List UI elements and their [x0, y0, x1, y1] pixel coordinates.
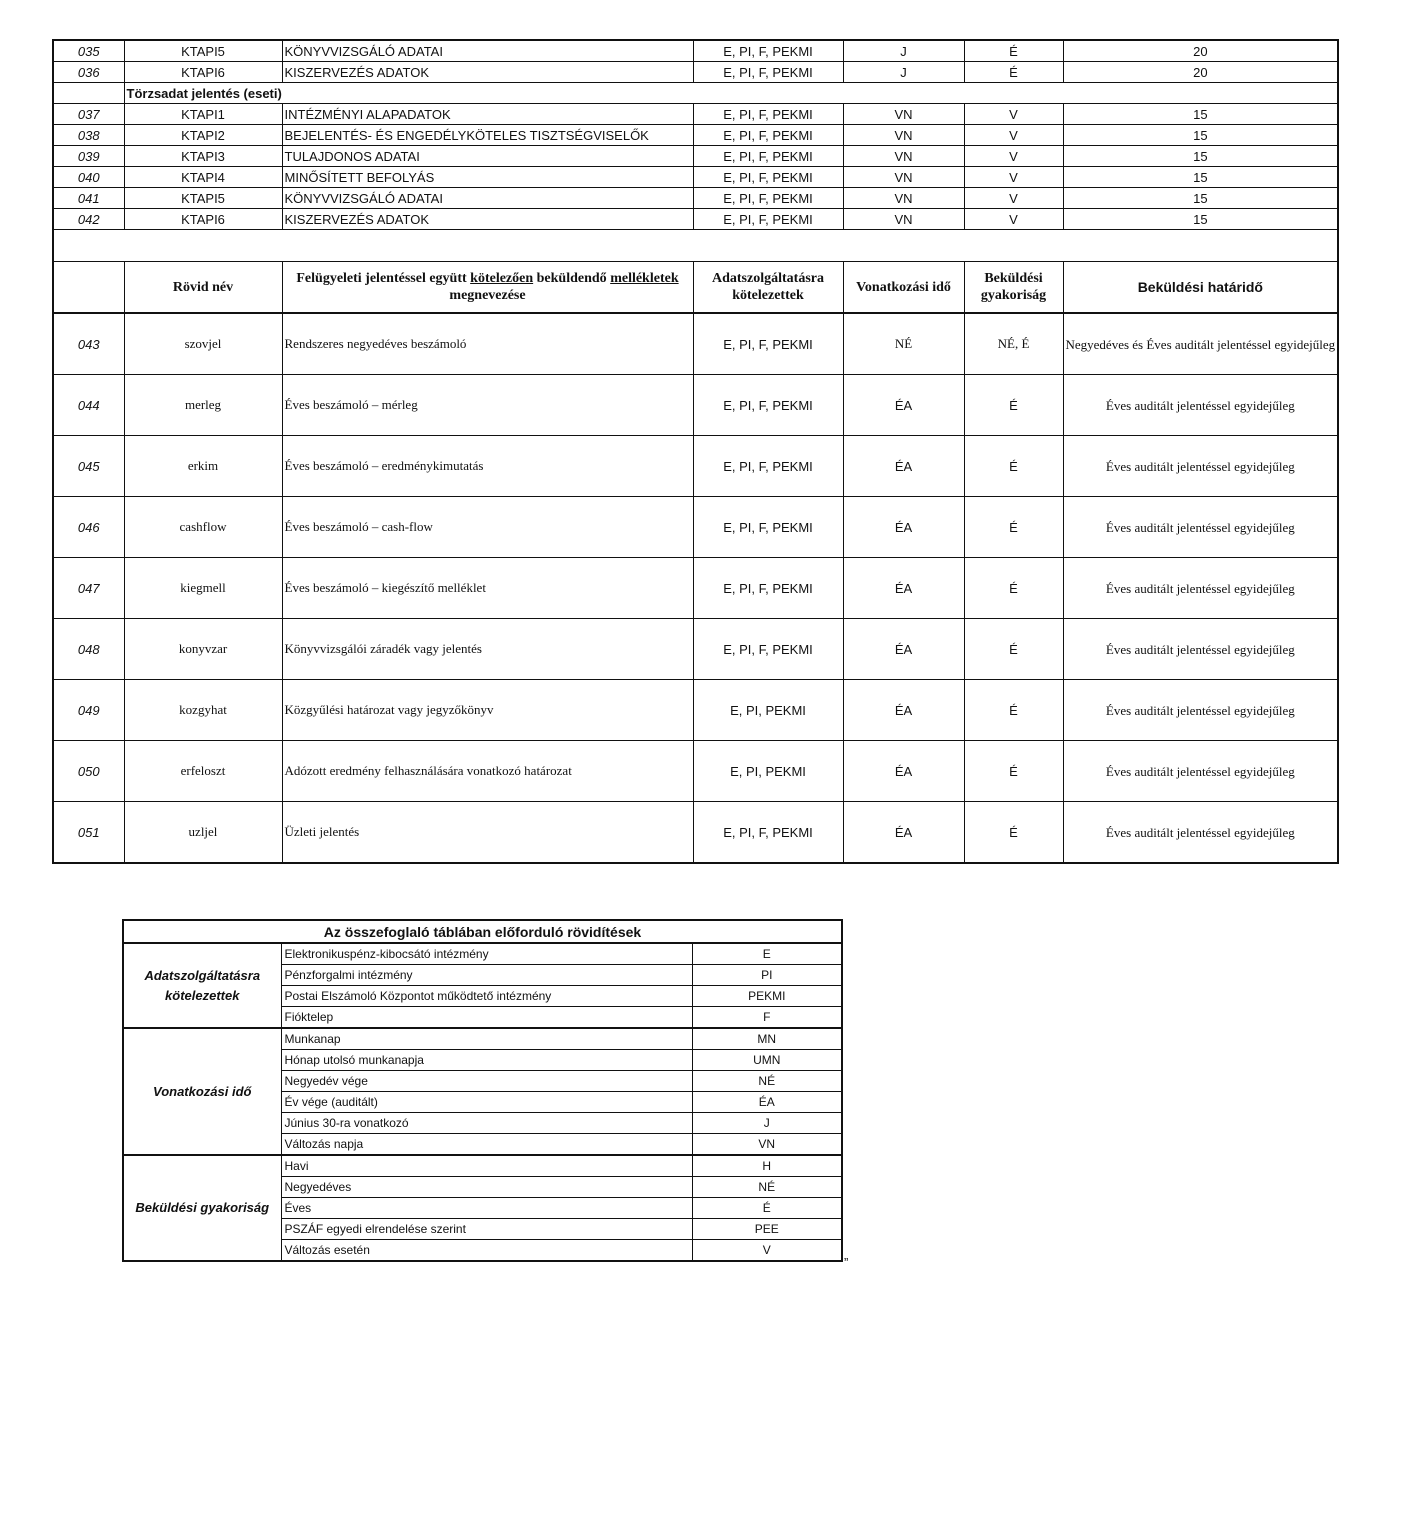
blank-row	[53, 230, 1338, 262]
attachment-name: Üzleti jelentés	[282, 802, 693, 864]
header-obliged: Adatszolgáltatásra kötelezettek	[693, 262, 843, 314]
frequency: É	[964, 680, 1063, 741]
abbreviation-code: PI	[692, 965, 842, 986]
table-row	[53, 40, 1338, 62]
reference-time: J	[843, 40, 964, 62]
abbreviation-name: Elektronikuspénz-kibocsátó intézmény	[281, 943, 692, 965]
abbreviation-name: Negyedév vége	[281, 1071, 692, 1092]
row-number: 042	[53, 209, 124, 230]
report-code: KTAPI5	[124, 188, 282, 209]
row-number: 047	[53, 558, 124, 619]
abbreviation-code: J	[692, 1113, 842, 1134]
deadline: Éves auditált jelentéssel egyidejűleg	[1063, 436, 1338, 497]
row-number: 051	[53, 802, 124, 864]
deadline: 15	[1063, 188, 1338, 209]
report-name: TULAJDONOS ADATAI	[282, 146, 693, 167]
deadline: Éves auditált jelentéssel egyidejűleg	[1063, 802, 1338, 864]
obliged-parties: E, PI, PEKMI	[693, 680, 843, 741]
frequency: É	[964, 741, 1063, 802]
attachment-code: erfeloszt	[124, 741, 282, 802]
abbreviation-name: Havi	[281, 1155, 692, 1177]
reference-time: ÉA	[843, 680, 964, 741]
reference-time: J	[843, 62, 964, 83]
deadline: Éves auditált jelentéssel egyidejűleg	[1063, 558, 1338, 619]
deadline: Negyedéves és Éves auditált jelentéssel egyidejűleg	[1063, 313, 1338, 375]
frequency: NÉ, É	[964, 313, 1063, 375]
obliged-parties: E, PI, F, PEKMI	[693, 619, 843, 680]
abbreviation-code: UMN	[692, 1050, 842, 1071]
abbreviation-name: PSZÁF egyedi elrendelése szerint	[281, 1219, 692, 1240]
frequency: V	[964, 146, 1063, 167]
abbreviation-code: MN	[692, 1028, 842, 1050]
deadline: 15	[1063, 209, 1338, 230]
deadline: Éves auditált jelentéssel egyidejűleg	[1063, 680, 1338, 741]
row-number: 036	[53, 62, 124, 83]
table-row	[53, 167, 1338, 188]
table-row	[53, 209, 1338, 230]
frequency: É	[964, 558, 1063, 619]
attachment-code: kiegmell	[124, 558, 282, 619]
row-number: 039	[53, 146, 124, 167]
attachment-code: erkim	[124, 436, 282, 497]
abbreviation-code: H	[692, 1155, 842, 1177]
header-ref-time: Vonatkozási idő	[843, 262, 964, 314]
frequency: V	[964, 167, 1063, 188]
deadline: 20	[1063, 62, 1338, 83]
report-name: MINŐSÍTETT BEFOLYÁS	[282, 167, 693, 188]
attachment-row	[53, 558, 1338, 619]
obliged-parties: E, PI, F, PEKMI	[693, 188, 843, 209]
attachment-code: uzljel	[124, 802, 282, 864]
abbreviation-name: Hónap utolsó munkanapja	[281, 1050, 692, 1071]
report-code: KTAPI4	[124, 167, 282, 188]
abbreviation-name: Negyedéves	[281, 1177, 692, 1198]
row-number: 048	[53, 619, 124, 680]
abbreviation-name: Június 30-ra vonatkozó	[281, 1113, 692, 1134]
attachment-name: Éves beszámoló – cash-flow	[282, 497, 693, 558]
table-row	[53, 188, 1338, 209]
obliged-parties: E, PI, F, PEKMI	[693, 436, 843, 497]
frequency: V	[964, 209, 1063, 230]
reference-time: ÉA	[843, 497, 964, 558]
report-name: KISZERVEZÉS ADATOK	[282, 209, 693, 230]
report-code: KTAPI6	[124, 62, 282, 83]
header-deadline: Beküldési határidő	[1063, 262, 1338, 314]
abbreviation-code: VN	[692, 1134, 842, 1156]
deadline: Éves auditált jelentéssel egyidejűleg	[1063, 497, 1338, 558]
reference-time: NÉ	[843, 313, 964, 375]
obliged-parties: E, PI, F, PEKMI	[693, 146, 843, 167]
abbreviation-code: ÉA	[692, 1092, 842, 1113]
row-number: 038	[53, 125, 124, 146]
abbreviation-code: F	[692, 1007, 842, 1029]
attachment-name: Könyvvizsgálói záradék vagy jelentés	[282, 619, 693, 680]
abbreviation-group-label: Beküldési gyakoriság	[123, 1155, 281, 1261]
attachment-header-row	[53, 262, 1338, 314]
reports-table	[52, 39, 1339, 864]
deadline: Éves auditált jelentéssel egyidejűleg	[1063, 375, 1338, 436]
obliged-parties: E, PI, PEKMI	[693, 741, 843, 802]
attachment-code: merleg	[124, 375, 282, 436]
header-frequency: Beküldési gyakoriság	[964, 262, 1063, 314]
frequency: É	[964, 619, 1063, 680]
report-code: KTAPI2	[124, 125, 282, 146]
header-short-name: Rövid név	[124, 262, 282, 314]
attachment-row	[53, 375, 1338, 436]
report-code: KTAPI5	[124, 40, 282, 62]
report-code: KTAPI1	[124, 104, 282, 125]
reference-time: ÉA	[843, 619, 964, 680]
attachment-row	[53, 619, 1338, 680]
section-row	[53, 83, 1338, 104]
frequency: É	[964, 62, 1063, 83]
section-title: Törzsadat jelentés (eseti)	[124, 83, 1338, 104]
frequency: É	[964, 802, 1063, 864]
obliged-parties: E, PI, F, PEKMI	[693, 497, 843, 558]
abbreviation-code: É	[692, 1198, 842, 1219]
obliged-parties: E, PI, F, PEKMI	[693, 375, 843, 436]
obliged-parties: E, PI, F, PEKMI	[693, 167, 843, 188]
frequency: É	[964, 375, 1063, 436]
deadline: 20	[1063, 40, 1338, 62]
obliged-parties: E, PI, F, PEKMI	[693, 125, 843, 146]
abbreviation-row	[123, 1155, 842, 1177]
abbreviation-code: V	[692, 1240, 842, 1262]
deadline: 15	[1063, 167, 1338, 188]
row-number: 041	[53, 188, 124, 209]
abbreviation-name: Pénzforgalmi intézmény	[281, 965, 692, 986]
abbreviation-code: NÉ	[692, 1177, 842, 1198]
attachment-code: cashflow	[124, 497, 282, 558]
deadline: 15	[1063, 104, 1338, 125]
report-name: INTÉZMÉNYI ALAPADATOK	[282, 104, 693, 125]
abbreviation-name: Változás esetén	[281, 1240, 692, 1262]
report-name: KÖNYVVIZSGÁLÓ ADATAI	[282, 40, 693, 62]
reference-time: ÉA	[843, 558, 964, 619]
reference-time: VN	[843, 209, 964, 230]
reference-time: ÉA	[843, 741, 964, 802]
attachment-row	[53, 680, 1338, 741]
abbreviations-table	[122, 919, 843, 1262]
abbreviation-code: PEE	[692, 1219, 842, 1240]
reference-time: ÉA	[843, 375, 964, 436]
frequency: V	[964, 125, 1063, 146]
header-title: Felügyeleti jelentéssel együtt kötelezően beküldendő mellékletek megnevezése	[282, 262, 693, 314]
attachment-name: Rendszeres negyedéves beszámoló	[282, 313, 693, 375]
reference-time: VN	[843, 188, 964, 209]
attachment-name: Éves beszámoló – mérleg	[282, 375, 693, 436]
table-row	[53, 104, 1338, 125]
deadline: 15	[1063, 125, 1338, 146]
abbreviation-name: Fióktelep	[281, 1007, 692, 1029]
attachment-name: Adózott eredmény felhasználására vonatkozó határozat	[282, 741, 693, 802]
row-number: 045	[53, 436, 124, 497]
abbreviations-title-row	[123, 920, 842, 943]
row-number: 037	[53, 104, 124, 125]
attachment-code: konyvzar	[124, 619, 282, 680]
abbreviations-title: Az összefoglaló táblában előforduló rövidítések	[123, 920, 842, 943]
abbreviation-name: Éves	[281, 1198, 692, 1219]
obliged-parties: E, PI, F, PEKMI	[693, 104, 843, 125]
abbreviation-code: NÉ	[692, 1071, 842, 1092]
attachment-name: Éves beszámoló – kiegészítő melléklet	[282, 558, 693, 619]
abbreviation-group-label: Adatszolgáltatásra kötelezettek	[123, 943, 281, 1028]
abbreviation-code: E	[692, 943, 842, 965]
row-number: 046	[53, 497, 124, 558]
row-number: 040	[53, 167, 124, 188]
table-row	[53, 62, 1338, 83]
obliged-parties: E, PI, F, PEKMI	[693, 802, 843, 864]
report-name: KÖNYVVIZSGÁLÓ ADATAI	[282, 188, 693, 209]
attachment-code: szovjel	[124, 313, 282, 375]
frequency: V	[964, 188, 1063, 209]
report-name: BEJELENTÉS- ÉS ENGEDÉLYKÖTELES TISZTSÉGVISELŐK	[282, 125, 693, 146]
attachment-row	[53, 497, 1338, 558]
abbreviation-row	[123, 1028, 842, 1050]
frequency: É	[964, 436, 1063, 497]
reference-time: ÉA	[843, 436, 964, 497]
obliged-parties: E, PI, F, PEKMI	[693, 209, 843, 230]
deadline: Éves auditált jelentéssel egyidejűleg	[1063, 619, 1338, 680]
attachment-code: kozgyhat	[124, 680, 282, 741]
row-number: 035	[53, 40, 124, 62]
row-number: 050	[53, 741, 124, 802]
report-name: KISZERVEZÉS ADATOK	[282, 62, 693, 83]
abbreviation-group-label: Vonatkozási idő	[123, 1028, 281, 1155]
reference-time: VN	[843, 167, 964, 188]
frequency: É	[964, 40, 1063, 62]
table-row	[53, 125, 1338, 146]
abbreviation-row	[123, 943, 842, 965]
obliged-parties: E, PI, F, PEKMI	[693, 313, 843, 375]
report-code: KTAPI3	[124, 146, 282, 167]
abbreviation-name: Postai Elszámoló Központot működtető intézmény	[281, 986, 692, 1007]
reference-time: VN	[843, 146, 964, 167]
abbreviation-name: Változás napja	[281, 1134, 692, 1156]
table-row	[53, 146, 1338, 167]
frequency: É	[964, 497, 1063, 558]
row-number: 043	[53, 313, 124, 375]
reference-time: ÉA	[843, 802, 964, 864]
attachment-row	[53, 741, 1338, 802]
abbreviation-name: Év vége (auditált)	[281, 1092, 692, 1113]
obliged-parties: E, PI, F, PEKMI	[693, 558, 843, 619]
abbreviation-name: Munkanap	[281, 1028, 692, 1050]
reference-time: VN	[843, 104, 964, 125]
deadline: 15	[1063, 146, 1338, 167]
report-code: KTAPI6	[124, 209, 282, 230]
reference-time: VN	[843, 125, 964, 146]
attachment-row	[53, 313, 1338, 375]
frequency: V	[964, 104, 1063, 125]
row-number: 049	[53, 680, 124, 741]
abbreviation-code: PEKMI	[692, 986, 842, 1007]
attachment-name: Éves beszámoló – eredménykimutatás	[282, 436, 693, 497]
attachment-name: Közgyűlési határozat vagy jegyzőkönyv	[282, 680, 693, 741]
obliged-parties: E, PI, F, PEKMI	[693, 40, 843, 62]
attachment-row	[53, 802, 1338, 864]
closing-quote: ”	[844, 1255, 849, 1270]
obliged-parties: E, PI, F, PEKMI	[693, 62, 843, 83]
deadline: Éves auditált jelentéssel egyidejűleg	[1063, 741, 1338, 802]
row-number: 044	[53, 375, 124, 436]
attachment-row	[53, 436, 1338, 497]
